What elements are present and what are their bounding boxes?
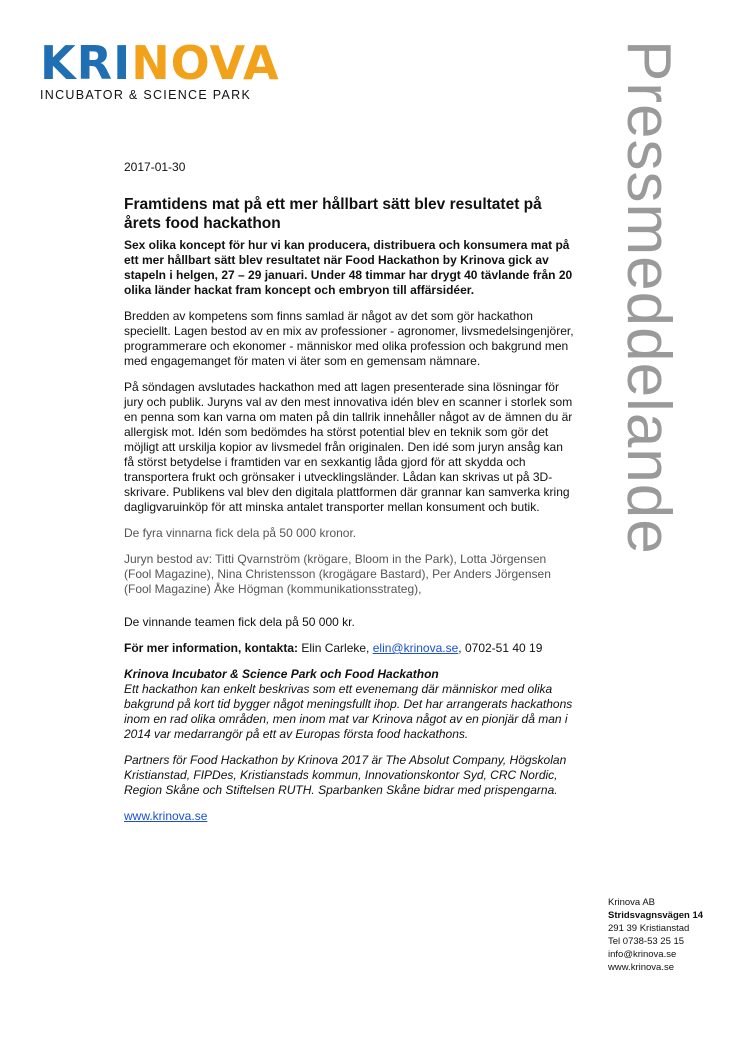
partners-text: Partners för Food Hackathon by Krinova 2017 är The Absolut Company, Högskolan Kristianstad, FIPDes, Kristianstads kommun, Innovationskontor Syd, CRC Nordic, Region Skåne och Stiftelsen RUTH. Sparbanken Skåne bidrar med prispengarna. xyxy=(124,753,567,797)
logo-wordmark xyxy=(40,36,280,90)
logo-kri: KRI xyxy=(40,36,132,90)
body-paragraph: På söndagen avslutades hackathon med att lagen presenterade sina lösningar för jury och publik. Juryns val av den mest innovativa idén blev en scanner i storlek som en penna som kan varna om maten på din tallrik innehåller något av de ämnen du är allergisk mot. Idén som bedömdes ha störst potential blev en teknik som gör det möjligt att urskilja kopior av livsmedel från originalen. Den idé som juryn ansåg kan få störst betydelse i framtiden var en sexkantig låda gjord för att skydda och transportera frukt och grönsaker i utvecklingsländer. Lådan kan skrivas ut på 3D-skrivare. Publikens val blev den digitala plattformen där grannar kan samverka kring dagligvaruinköp för att minska antalet transporter mellan konsument och butik. xyxy=(124,380,573,514)
prize-paragraph: De fyra vinnarna fick dela på 50 000 kronor. xyxy=(124,526,357,540)
footer-phone: Tel 0738-53 25 15 xyxy=(608,936,685,947)
footer-email: info@krinova.se xyxy=(608,949,677,960)
logo-nova: NOVA xyxy=(131,36,280,90)
body-paragraph: Bredden av kompetens som finns samlad är något av det som gör hackathon speciellt. Lagen bestod av en mix av professioner - agronomer, livsmedelsingenjörer, programmerare och ekonomer - människor med olika profession och bakgrund men med engagemanget för maten vi äter som en gemensam nämnare. xyxy=(124,309,574,368)
logo-subtitle: INCUBATOR & SCIENCE PARK xyxy=(40,88,252,102)
about-title: Krinova Incubator & Science Park och Food Hackathon xyxy=(124,667,439,681)
contact-email-link[interactable]: elin@krinova.se xyxy=(372,641,459,655)
contact-phone: , 0702-51 40 19 xyxy=(458,641,543,655)
lead-paragraph: Sex olika koncept för hur vi kan producera, distribuera och konsumera mat på ett mer hållbart sätt blev resultatet när Food Hackathon by Krinova gick av stapeln i helgen, 27 – 29 januari. Under 48 timmar har drygt 40 tävlande från 20 olika länder hackat fram koncept och embryon till affärsidéer. xyxy=(124,238,573,297)
jury-paragraph: Juryn bestod av: Titti Qvarnström (krögare, Bloom in the Park), Lotta Jörgensen (Fool Magazine), Nina Christensson (krogägare Bastard), Per Anders Jörgensen (Fool Magazine) Åke Högman (kommunikationsstrateg), xyxy=(124,552,551,596)
prize-note: De vinnande teamen fick dela på 50 000 kr. xyxy=(124,615,355,629)
footer-web: www.krinova.se xyxy=(608,962,674,973)
footer-city: 291 39 Kristianstad xyxy=(608,923,690,934)
headline: Framtidens mat på ett mer hållbart sätt blev resultatet på årets food hackathon xyxy=(124,196,542,232)
footer-company: Krinova AB xyxy=(608,897,655,908)
press-release-vertical-title xyxy=(608,40,698,600)
about-text: Ett hackathon kan enkelt beskrivas som ett evenemang där människor med olika bakgrund på kort tid bygger något meningsfullt ihop. Det har arrangerats hackathons inom en rad olika områden, men inom mat var Krinova något av en pionjär då man i 2014 var medarrangör på ett av Europas första food hackathons. xyxy=(124,682,573,741)
company-footer xyxy=(608,896,703,974)
contact-name: Elin Carleke, xyxy=(298,641,373,655)
contact-label: För mer information, kontakta: xyxy=(124,641,299,655)
release-date: 2017-01-30 xyxy=(124,160,186,174)
website-link[interactable]: www.krinova.se xyxy=(124,809,208,823)
side-title-text: Pressmeddelande xyxy=(614,40,683,555)
footer-street: Stridsvagnsvägen 14 xyxy=(608,910,704,921)
contact-line xyxy=(124,641,574,656)
krinova-logo xyxy=(40,36,280,102)
press-release-body xyxy=(124,160,574,835)
